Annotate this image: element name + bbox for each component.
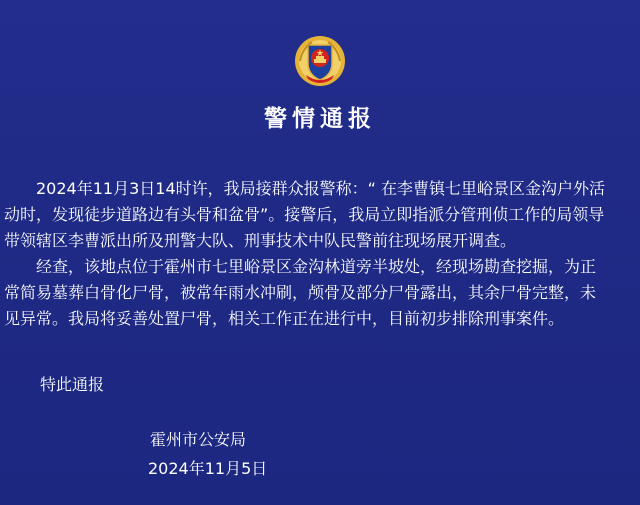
paragraph-2-line: 常简易墓葬白骨化尸骨，被常年雨水冲刷，颅骨及部分尸骨露出，其余尸骨完整，未 <box>4 283 597 302</box>
paragraph-1-line: 2024年11月3日14时许，我局接群众报警称：“ 在李曹镇七里峪景区金沟户外活 <box>36 179 605 198</box>
paragraph-1 <box>0 176 640 254</box>
notice-body <box>0 176 640 332</box>
signature-date: 2024年11月5日 <box>148 459 268 478</box>
paragraph-2-line: 经查，该地点位于霍州市七里峪景区金沟林道旁半坡处，经现场勘查挖掘，为正 <box>36 257 597 276</box>
paragraph-2-line: 见异常。我局将妥善处置尸骨，相关工作正在进行中，目前初步排除刑事案件。 <box>4 309 565 328</box>
paragraph-2 <box>0 254 640 332</box>
police-emblem-icon <box>294 35 346 87</box>
paragraph-1-line: 动时，发现徒步道路边有头骨和盆骨”。接警后，我局立即指派分管刑侦工作的局领导 <box>4 205 605 224</box>
signature-organization: 霍州市公安局 <box>150 430 247 449</box>
closing-remark: 特此通报 <box>40 375 105 394</box>
paragraph-1-line: 带领辖区李曹派出所及刑警大队、刑事技术中队民警前往现场展开调查。 <box>4 231 517 250</box>
notice-title: 警情通报 <box>264 106 376 132</box>
